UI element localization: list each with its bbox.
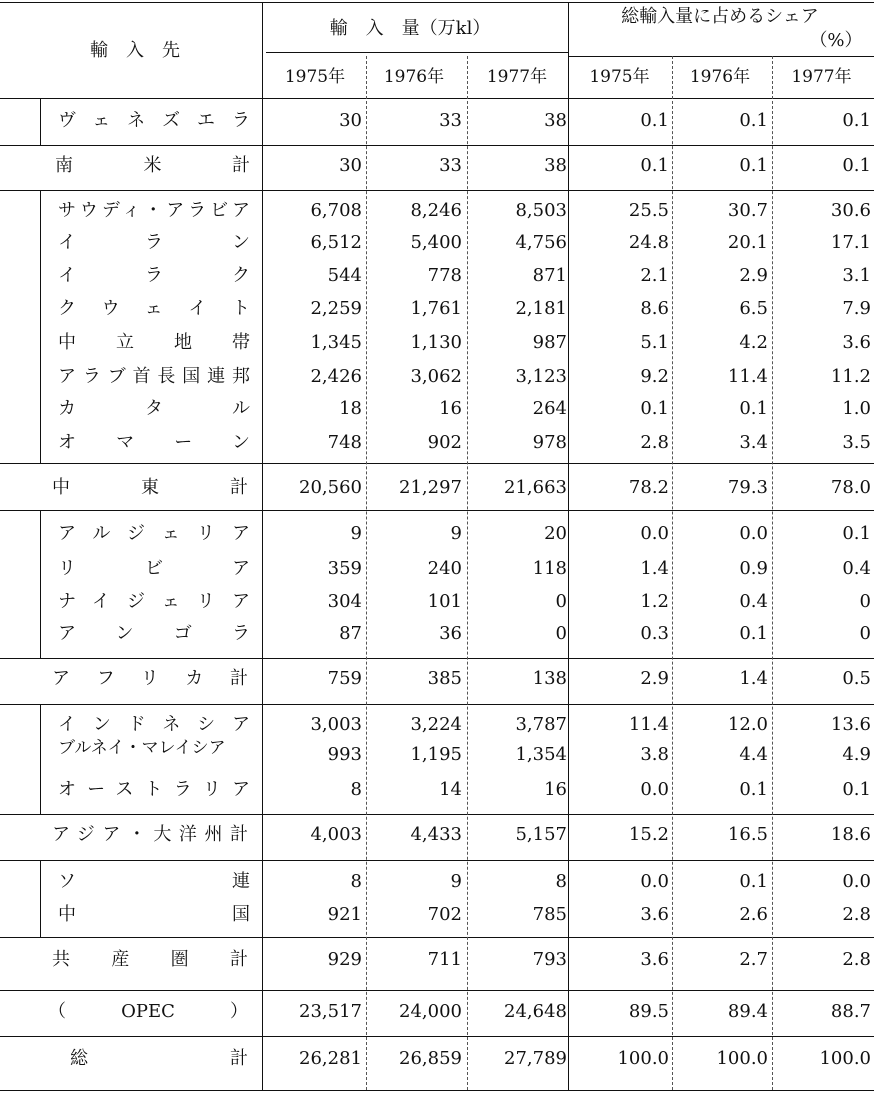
- row-value: 304: [327, 591, 362, 612]
- row-value: 4.9: [842, 744, 871, 765]
- row-value: 3,787: [515, 714, 567, 735]
- row-value: 0.1: [739, 623, 768, 644]
- row-label: （OPEC）: [48, 1001, 248, 1022]
- row-value: 993: [327, 744, 362, 765]
- row-value: 2,181: [515, 298, 567, 319]
- row-value: 3,224: [410, 714, 462, 735]
- header-volume: 輸 入 量（万kl）: [329, 18, 491, 39]
- row-label: アジア・大洋州計: [52, 824, 248, 845]
- row-value: 0: [555, 591, 567, 612]
- year-header-0: 1975年: [284, 67, 346, 87]
- row-value: 793: [532, 949, 567, 970]
- rule: [0, 98, 874, 99]
- row-value: 26,281: [299, 1048, 362, 1069]
- year-header-2: 1977年: [486, 67, 548, 87]
- row-label: ブルネイ・マレイシア: [58, 738, 226, 758]
- row-value: 6.5: [739, 298, 768, 319]
- rule: [0, 704, 874, 705]
- row-value: 26,859: [399, 1048, 462, 1069]
- row-value: 78.0: [830, 477, 871, 498]
- row-value: 0: [555, 623, 567, 644]
- row-value: 1,761: [410, 298, 462, 319]
- row-value: 20: [544, 523, 567, 544]
- row-value: 33: [439, 155, 462, 176]
- row-value: 5,400: [410, 232, 462, 253]
- rule: [0, 814, 874, 815]
- row-value: 33: [439, 110, 462, 131]
- row-value: 12.0: [727, 714, 768, 735]
- row-label: アラブ首長国連邦: [58, 366, 250, 387]
- row-value: 385: [427, 668, 462, 689]
- row-value: 78.2: [628, 477, 669, 498]
- row-value: 0.0: [842, 871, 871, 892]
- header-share-unit: （%）: [809, 30, 863, 51]
- row-value: 11.2: [830, 366, 871, 387]
- row-value: 38: [544, 155, 567, 176]
- row-value: 21,663: [504, 477, 567, 498]
- row-value: 21,297: [399, 477, 462, 498]
- row-value: 748: [327, 432, 362, 453]
- row-value: 27,789: [504, 1048, 567, 1069]
- rule: [0, 860, 874, 861]
- row-value: 1,195: [410, 744, 462, 765]
- row-value: 1,345: [310, 332, 362, 353]
- row-label: アルジェリア: [58, 523, 250, 544]
- row-value: 24,000: [399, 1001, 462, 1022]
- row-value: 36: [439, 623, 462, 644]
- row-value: 100.0: [819, 1048, 871, 1069]
- rule: [0, 190, 874, 191]
- row-label: イラン: [58, 232, 250, 253]
- row-value: 0.0: [640, 523, 669, 544]
- row-value: 18: [339, 398, 362, 419]
- row-value: 30.6: [830, 200, 871, 221]
- row-label: ヴェネズエラ: [58, 110, 250, 131]
- row-value: 9: [350, 523, 362, 544]
- row-value: 3.4: [739, 432, 768, 453]
- row-value: 0.9: [739, 558, 768, 579]
- row-value: 759: [327, 668, 362, 689]
- row-value: 359: [327, 558, 362, 579]
- row-value: 4.2: [739, 332, 768, 353]
- year-header-4: 1976年: [689, 67, 751, 87]
- row-value: 0.1: [640, 155, 669, 176]
- row-label: 中国: [58, 904, 250, 925]
- row-value: 16.5: [727, 824, 768, 845]
- row-value: 785: [532, 904, 567, 925]
- row-value: 30: [339, 155, 362, 176]
- row-value: 2.8: [842, 904, 871, 925]
- row-value: 0.4: [739, 591, 768, 612]
- rule: [0, 1090, 874, 1091]
- row-label: 総計: [70, 1048, 248, 1069]
- row-value: 0.1: [842, 155, 871, 176]
- row-value: 138: [532, 668, 567, 689]
- rule: [0, 990, 874, 991]
- rule: [262, 2, 263, 1090]
- rule: [0, 2, 874, 3]
- row-value: 16: [544, 779, 567, 800]
- row-value: 0.0: [640, 779, 669, 800]
- row-value: 0.1: [842, 523, 871, 544]
- row-value: 702: [427, 904, 462, 925]
- row-value: 0.1: [739, 398, 768, 419]
- row-value: 3.6: [640, 904, 669, 925]
- rule: [0, 937, 874, 938]
- row-value: 3,062: [410, 366, 462, 387]
- rule: [40, 704, 41, 814]
- row-value: 3.6: [842, 332, 871, 353]
- row-value: 2.1: [640, 265, 669, 286]
- row-value: 0.1: [739, 110, 768, 131]
- row-value: 929: [327, 949, 362, 970]
- row-value: 3.6: [640, 949, 669, 970]
- row-value: 9: [450, 523, 462, 544]
- rule: [467, 56, 468, 1090]
- rule: [0, 145, 874, 146]
- row-value: 11.4: [727, 366, 768, 387]
- rule: [0, 510, 874, 511]
- row-value: 11.4: [628, 714, 669, 735]
- row-value: 1.4: [640, 558, 669, 579]
- year-header-5: 1977年: [791, 67, 852, 87]
- row-value: 4,003: [310, 824, 362, 845]
- row-label: インドネシア: [58, 714, 250, 735]
- row-label: アフリカ計: [52, 668, 248, 689]
- row-value: 38: [544, 110, 567, 131]
- rule: [40, 510, 41, 658]
- row-value: 0.1: [739, 155, 768, 176]
- row-value: 2,259: [310, 298, 362, 319]
- row-label: ソ連: [58, 871, 250, 892]
- row-value: 0.1: [739, 779, 768, 800]
- row-value: 0.5: [842, 668, 871, 689]
- row-value: 6,512: [310, 232, 362, 253]
- row-value: 24.8: [628, 232, 669, 253]
- row-value: 0: [859, 623, 871, 644]
- row-label: 共産圏計: [52, 949, 248, 970]
- row-value: 18.6: [830, 824, 871, 845]
- row-value: 902: [427, 432, 462, 453]
- row-value: 0: [859, 591, 871, 612]
- row-value: 8,503: [515, 200, 567, 221]
- row-label: リビア: [58, 558, 250, 579]
- row-value: 6,708: [310, 200, 362, 221]
- row-value: 87: [339, 623, 362, 644]
- row-value: 8,246: [410, 200, 462, 221]
- row-label: 中立地帯: [58, 332, 250, 353]
- row-value: 25.5: [628, 200, 669, 221]
- row-value: 30: [339, 110, 362, 131]
- row-value: 0.0: [640, 871, 669, 892]
- row-value: 3.5: [842, 432, 871, 453]
- row-value: 8.6: [640, 298, 669, 319]
- row-value: 7.9: [842, 298, 871, 319]
- row-label: クウェイト: [58, 298, 250, 319]
- row-value: 8: [555, 871, 567, 892]
- row-label: カタル: [58, 398, 250, 419]
- row-value: 4.4: [739, 744, 768, 765]
- rule: [366, 56, 367, 1090]
- row-value: 1,130: [410, 332, 462, 353]
- row-value: 9.2: [640, 366, 669, 387]
- row-value: 2,426: [310, 366, 362, 387]
- year-header-3: 1975年: [589, 67, 650, 87]
- row-value: 0.1: [640, 110, 669, 131]
- row-value: 24,648: [504, 1001, 567, 1022]
- row-value: 5.1: [640, 332, 669, 353]
- rule: [568, 56, 874, 57]
- row-value: 0.1: [842, 779, 871, 800]
- row-value: 240: [427, 558, 462, 579]
- row-value: 711: [427, 949, 462, 970]
- row-value: 0.3: [640, 623, 669, 644]
- row-label: サウディ・アラビア: [58, 200, 250, 221]
- row-value: 101: [427, 591, 462, 612]
- row-value: 1.2: [640, 591, 669, 612]
- row-label: 南米計: [55, 155, 250, 176]
- row-label: アンゴラ: [58, 623, 250, 644]
- row-label: 中東計: [52, 477, 248, 498]
- header-source: 輸 入 先: [90, 40, 180, 61]
- row-value: 30.7: [727, 200, 768, 221]
- row-value: 0.1: [842, 110, 871, 131]
- row-label: イラク: [58, 265, 250, 286]
- row-value: 15.2: [628, 824, 669, 845]
- row-value: 79.3: [727, 477, 768, 498]
- row-value: 0.0: [739, 523, 768, 544]
- row-value: 89.5: [628, 1001, 669, 1022]
- row-value: 264: [532, 398, 567, 419]
- rule: [0, 658, 874, 659]
- row-value: 2.8: [640, 432, 669, 453]
- row-value: 8: [350, 779, 362, 800]
- row-value: 1.4: [739, 668, 768, 689]
- row-label: オマーン: [58, 432, 250, 453]
- row-value: 89.4: [727, 1001, 768, 1022]
- rule: [0, 463, 874, 464]
- row-value: 778: [427, 265, 462, 286]
- row-value: 2.9: [640, 668, 669, 689]
- row-value: 100.0: [617, 1048, 669, 1069]
- row-value: 9: [450, 871, 462, 892]
- row-value: 0.4: [842, 558, 871, 579]
- row-value: 0.1: [739, 871, 768, 892]
- row-value: 23,517: [299, 1001, 362, 1022]
- row-value: 20.1: [727, 232, 768, 253]
- rule: [0, 1036, 874, 1037]
- rule: [672, 56, 673, 1090]
- row-label: オーストラリア: [58, 779, 250, 800]
- rule: [772, 56, 773, 1090]
- row-value: 100.0: [716, 1048, 768, 1069]
- row-value: 20,560: [299, 477, 362, 498]
- row-value: 3,123: [515, 366, 567, 387]
- row-value: 987: [532, 332, 567, 353]
- row-value: 1,354: [515, 744, 567, 765]
- row-label: ナイジェリア: [58, 591, 250, 612]
- row-value: 2.7: [739, 949, 768, 970]
- row-value: 871: [532, 265, 567, 286]
- year-header-1: 1976年: [383, 67, 445, 87]
- row-value: 544: [327, 265, 362, 286]
- row-value: 3.1: [842, 265, 871, 286]
- row-value: 14: [439, 779, 462, 800]
- rule: [40, 98, 41, 145]
- row-value: 3.8: [640, 744, 669, 765]
- header-share: 総輸入量に占めるシェア: [621, 6, 819, 27]
- rule: [266, 52, 568, 53]
- rule: [40, 190, 41, 463]
- row-value: 1.0: [842, 398, 871, 419]
- row-value: 2.6: [739, 904, 768, 925]
- row-value: 13.6: [830, 714, 871, 735]
- rule: [40, 860, 41, 937]
- row-value: 16: [439, 398, 462, 419]
- row-value: 4,433: [410, 824, 462, 845]
- row-value: 88.7: [830, 1001, 871, 1022]
- row-value: 118: [532, 558, 567, 579]
- row-value: 3,003: [310, 714, 362, 735]
- row-value: 2.8: [842, 949, 871, 970]
- row-value: 4,756: [515, 232, 567, 253]
- row-value: 921: [327, 904, 362, 925]
- row-value: 0.1: [640, 398, 669, 419]
- row-value: 8: [350, 871, 362, 892]
- row-value: 5,157: [515, 824, 567, 845]
- rule: [568, 2, 569, 1090]
- row-value: 17.1: [830, 232, 871, 253]
- row-value: 978: [532, 432, 567, 453]
- row-value: 2.9: [739, 265, 768, 286]
